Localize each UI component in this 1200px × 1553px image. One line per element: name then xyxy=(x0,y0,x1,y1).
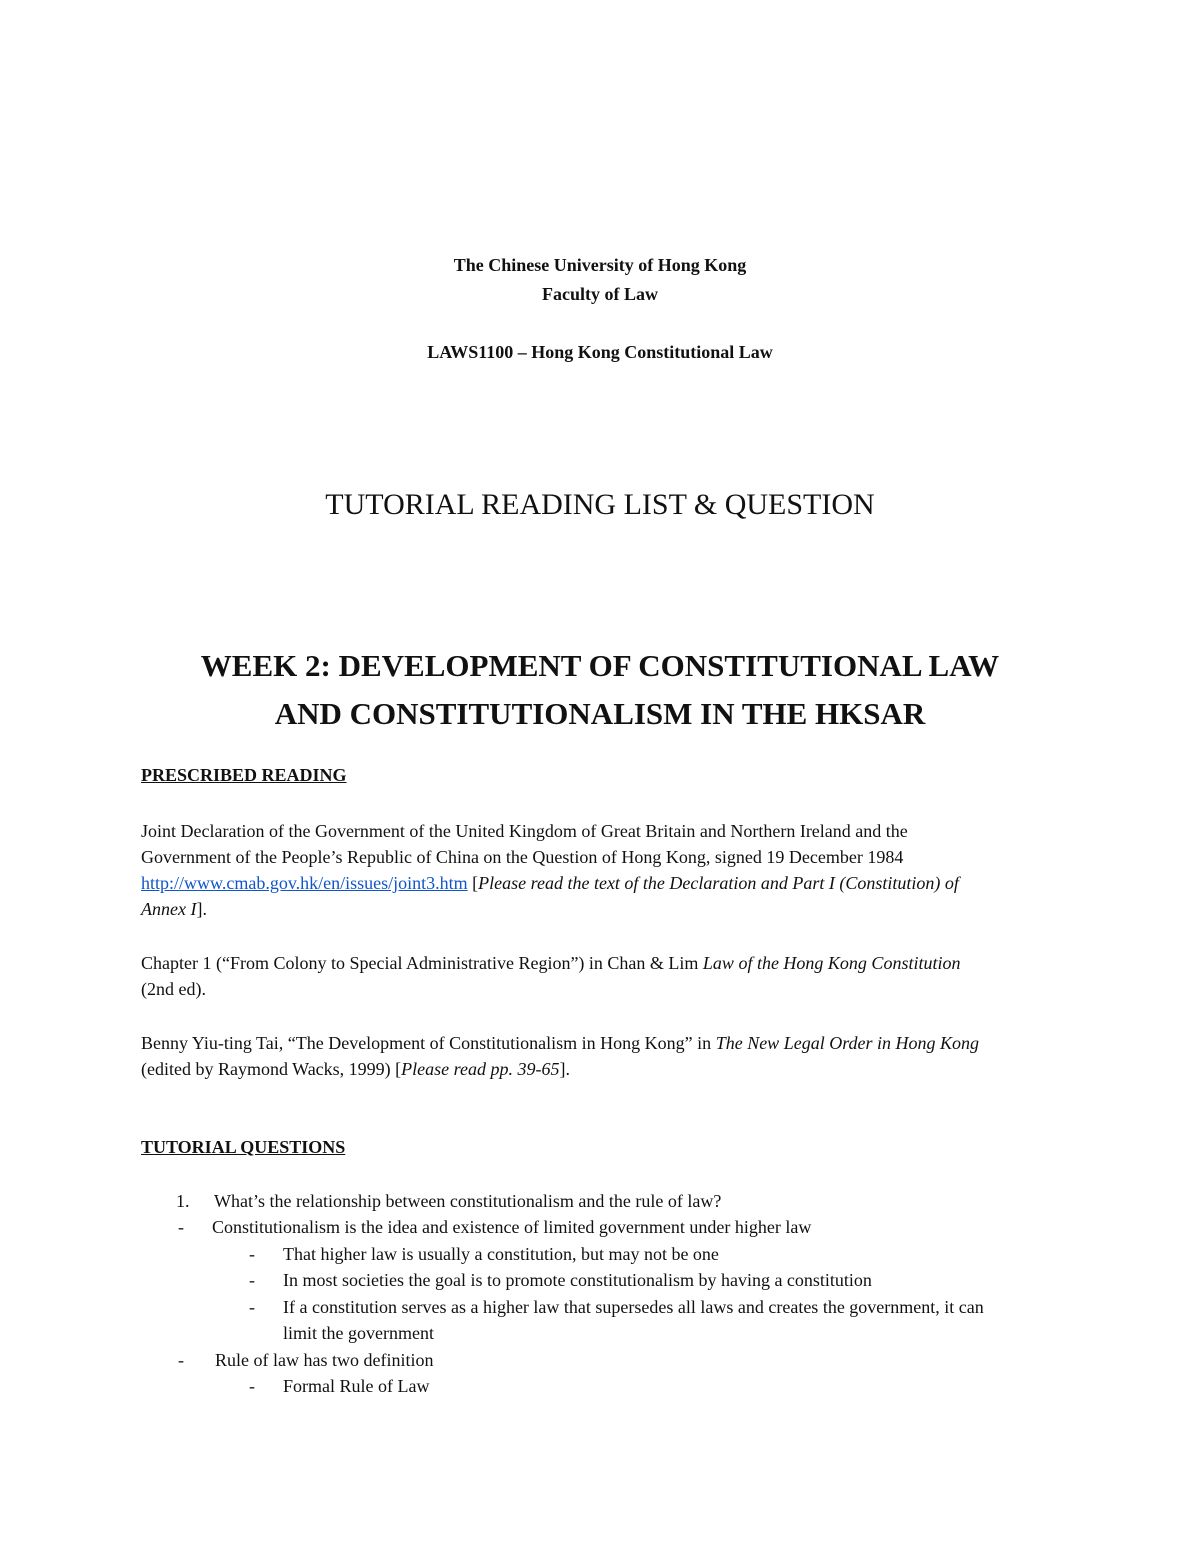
answer-subbullet: If a constitution serves as a higher law that supersedes all laws and creates the government, it can xyxy=(283,1297,984,1317)
question-1: What’s the relationship between constitutionalism and the rule of law? xyxy=(214,1191,722,1211)
bullet-dash: - xyxy=(249,1297,255,1317)
document-title: TUTORIAL READING LIST & QUESTION xyxy=(325,488,875,521)
reading-item-line: Government of the People’s Republic of China on the Question of Hong Kong, signed 19 December 1984 xyxy=(141,847,904,867)
joint-declaration-link[interactable]: http://www.cmab.gov.hk/en/issues/joint3.htm xyxy=(141,873,468,893)
prescribed-reading-heading: PRESCRIBED READING xyxy=(141,765,347,785)
bullet-dash: - xyxy=(178,1217,184,1237)
reading-item-chan-lim: Chapter 1 (“From Colony to Special Administrative Region”) in Chan & Lim Law of the Hong Kong Constitution (2nd ed). xyxy=(141,953,961,999)
bullet-dash: - xyxy=(249,1376,255,1396)
bullet-dash: - xyxy=(178,1350,184,1370)
reading-item-tai: Benny Yiu-ting Tai, “The Development of Constitutionalism in Hong Kong” in The New Legal Order in Hong Kong (edited by Raymond Wacks, 1999) [Please read pp. 39-65]. xyxy=(141,1033,980,1079)
week-title-line2: AND CONSTITUTIONALISM IN THE HKSAR xyxy=(274,696,926,731)
reading-item-joint-declaration: Joint Declaration of the Government of the United Kingdom of Great Britain and Northern Ireland and the Government of the People’s Republic of China on the Question of Hong Kong, signed 19 December 1984 http://www.cmab.gov.hk/en/issues/joint3.htm [Please read the text of the Declaration and Part I (Constitution) of Annex I]. xyxy=(141,818,1061,922)
answer-subbullet-formal: Formal Rule of Law xyxy=(283,1376,430,1396)
answer-bullet-constitutionalism: Constitutionalism is the idea and existence of limited government under higher law xyxy=(212,1217,812,1237)
question-number: 1. xyxy=(176,1191,190,1211)
answer-subbullet: That higher law is usually a constitution, but may not be one xyxy=(283,1244,719,1264)
faculty-name: Faculty of Law xyxy=(542,284,658,304)
answer-bullet-rule-of-law: Rule of law has two definition xyxy=(215,1350,434,1370)
bullet-dash: - xyxy=(249,1244,255,1264)
course-title: LAWS1100 – Hong Kong Constitutional Law xyxy=(427,342,773,362)
answer-subbullet-continuation: limit the government xyxy=(283,1323,434,1343)
tutorial-questions-heading: TUTORIAL QUESTIONS xyxy=(141,1137,346,1157)
reading-item-line: Joint Declaration of the Government of the United Kingdom of Great Britain and Northern Ireland and the xyxy=(141,821,908,841)
answer-subbullet: In most societies the goal is to promote constitutionalism by having a constitution xyxy=(283,1270,872,1290)
week-title-line1: WEEK 2: DEVELOPMENT OF CONSTITUTIONAL LAW xyxy=(200,648,1000,683)
bullet-dash: - xyxy=(249,1270,255,1290)
university-name: The Chinese University of Hong Kong xyxy=(453,255,747,275)
